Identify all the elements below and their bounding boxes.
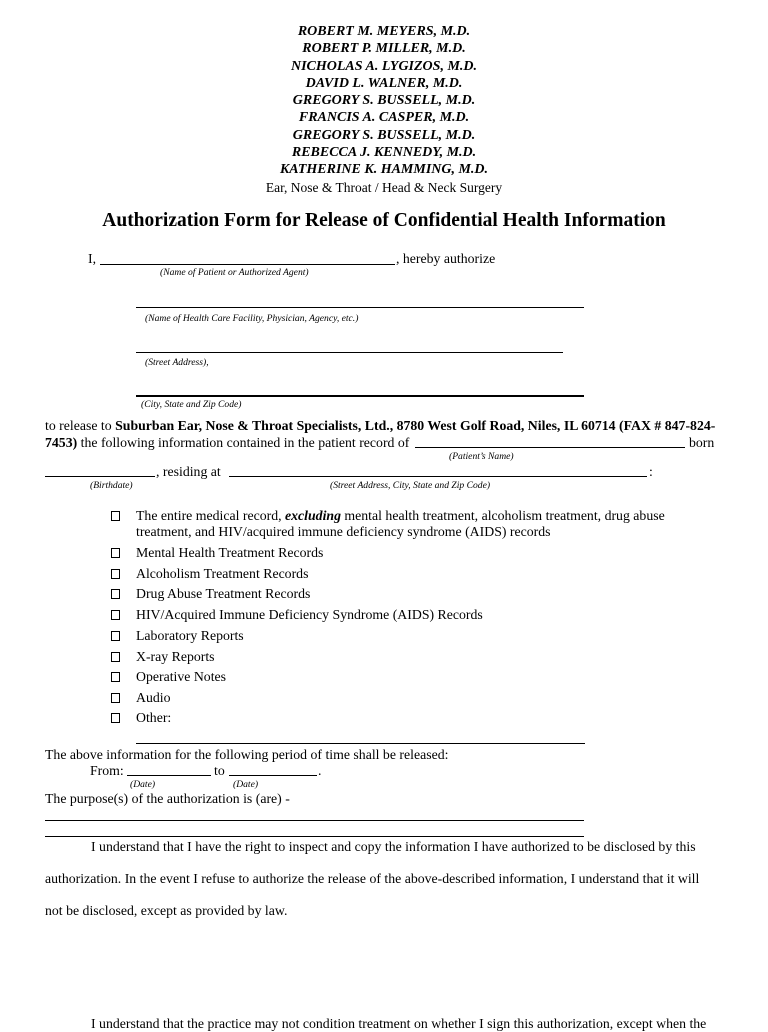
operative-notes-checkbox[interactable] — [111, 672, 120, 682]
option-label: X-ray Reports — [136, 649, 215, 664]
period-statement: The above information for the following period of time shall be released: — [45, 747, 449, 762]
rights-paragraph-line-1: I understand that I have the right to inspect and copy the information I have authorized to be disclosed by this — [91, 839, 696, 854]
street-address-field[interactable] — [136, 352, 563, 353]
physician-name: KATHERINE K. HAMMING, M.D. — [279, 162, 489, 178]
mental-health-checkbox[interactable] — [111, 548, 120, 558]
period-end: . — [318, 763, 322, 778]
physician-name: REBECCA J. KENNEDY, M.D. — [291, 145, 477, 161]
xray-checkbox[interactable] — [111, 652, 120, 662]
entire-record-text-cont: mental health treatment, alcoholism treatment, drug abuse — [340, 508, 665, 523]
release-recipient: Suburban Ear, Nose & Throat Specialists, Ltd., 8780 West Golf Road, Niles, IL 60714 (FAX # 847-824- — [115, 418, 716, 433]
from-label: From: — [90, 763, 124, 778]
to-label: to — [214, 763, 225, 778]
authorize-suffix: , hereby authorize — [396, 251, 496, 266]
entire-record-checkbox[interactable] — [111, 511, 120, 521]
address-caption: (Street Address, City, State and Zip Code) — [330, 480, 491, 491]
physician-name: ROBERT P. MILLER, M.D. — [302, 41, 466, 57]
option-label: HIV/Acquired Immune Deficiency Syndrome (AIDS) Records — [136, 607, 483, 622]
to-date-field[interactable] — [229, 775, 317, 776]
release-fax-end: 7453) — [45, 435, 78, 450]
alcoholism-checkbox[interactable] — [111, 569, 120, 579]
option-label: Alcoholism Treatment Records — [136, 566, 309, 581]
option-label: Audio — [136, 690, 171, 705]
release-to-line — [45, 418, 715, 434]
street-caption: (Street Address), — [145, 357, 209, 368]
entire-record-label — [136, 508, 665, 524]
facility-name-field[interactable] — [136, 307, 584, 308]
physician-name: FRANCIS A. CASPER, M.D. — [298, 110, 470, 126]
release-prefix: to release to — [45, 418, 116, 433]
physician-list — [0, 23, 768, 196]
entire-record-label-line2: treatment, and HIV/acquired immune deficiency syndrome (AIDS) records — [136, 524, 551, 539]
birthdate-field[interactable] — [45, 476, 155, 477]
option-label: Drug Abuse Treatment Records — [136, 586, 311, 601]
to-date-caption: (Date) — [233, 779, 259, 790]
city-state-zip-field[interactable] — [136, 395, 584, 397]
physician-name: NICHOLAS A. LYGIZOS, M.D. — [290, 58, 478, 74]
option-label: Laboratory Reports — [136, 628, 244, 643]
excluding-emphasis: excluding — [285, 508, 341, 523]
physician-name: DAVID L. WALNER, M.D. — [305, 75, 463, 91]
purpose-statement: The purpose(s) of the authorization is (are) - — [45, 791, 290, 806]
purpose-field-line-1[interactable] — [45, 820, 584, 821]
authorize-prefix: I, — [88, 251, 97, 266]
option-label: Other: — [136, 710, 172, 725]
rights-paragraph-line-3: not be disclosed, except as provided by law. — [45, 903, 288, 918]
born-label: born — [689, 435, 715, 450]
from-date-caption: (Date) — [130, 779, 156, 790]
physician-name: GREGORY S. BUSSELL, M.D. — [292, 93, 476, 109]
residing-at-label: , residing at — [156, 464, 221, 479]
release-rest: the following information contained in the patient record of — [77, 435, 410, 450]
patient-agent-name-field[interactable] — [100, 264, 395, 265]
laboratory-checkbox[interactable] — [111, 631, 120, 641]
rights-paragraph-line-2: authorization. In the event I refuse to authorize the release of the above-described information, I understand that it will — [45, 871, 700, 886]
drug-abuse-checkbox[interactable] — [111, 589, 120, 599]
other-checkbox[interactable] — [111, 713, 120, 723]
from-date-field[interactable] — [127, 775, 211, 776]
option-label: Mental Health Treatment Records — [136, 545, 324, 560]
residence-address-field[interactable] — [229, 476, 647, 477]
hiv-aids-checkbox[interactable] — [111, 610, 120, 620]
address-colon: : — [649, 464, 653, 479]
birthdate-caption: (Birthdate) — [90, 480, 133, 491]
option-label: Operative Notes — [136, 669, 227, 684]
form-title: Authorization Form for Release of Confidential Health Information — [102, 210, 666, 231]
other-specify-field[interactable] — [136, 743, 585, 744]
entire-record-text: The entire medical record, — [136, 508, 286, 523]
practice-specialty: Ear, Nose & Throat / Head & Neck Surgery — [265, 179, 503, 195]
facility-caption: (Name of Health Care Facility, Physician, Agency, etc.) — [145, 313, 359, 324]
physician-name: ROBERT M. MEYERS, M.D. — [297, 24, 471, 39]
condition-paragraph-line-1: I understand that the practice may not condition treatment on whether I sign this authorization, except when the — [91, 1016, 707, 1031]
physician-name: GREGORY S. BUSSELL, M.D. — [292, 127, 476, 143]
city-caption: (City, State and Zip Code) — [141, 399, 242, 410]
release-second-line — [45, 435, 409, 451]
patient-agent-caption: (Name of Patient or Authorized Agent) — [160, 267, 309, 278]
patient-name-field[interactable] — [415, 447, 685, 448]
patient-name-caption: (Patient’s Name) — [449, 451, 514, 462]
audio-checkbox[interactable] — [111, 693, 120, 703]
purpose-field-line-2[interactable] — [45, 836, 584, 837]
